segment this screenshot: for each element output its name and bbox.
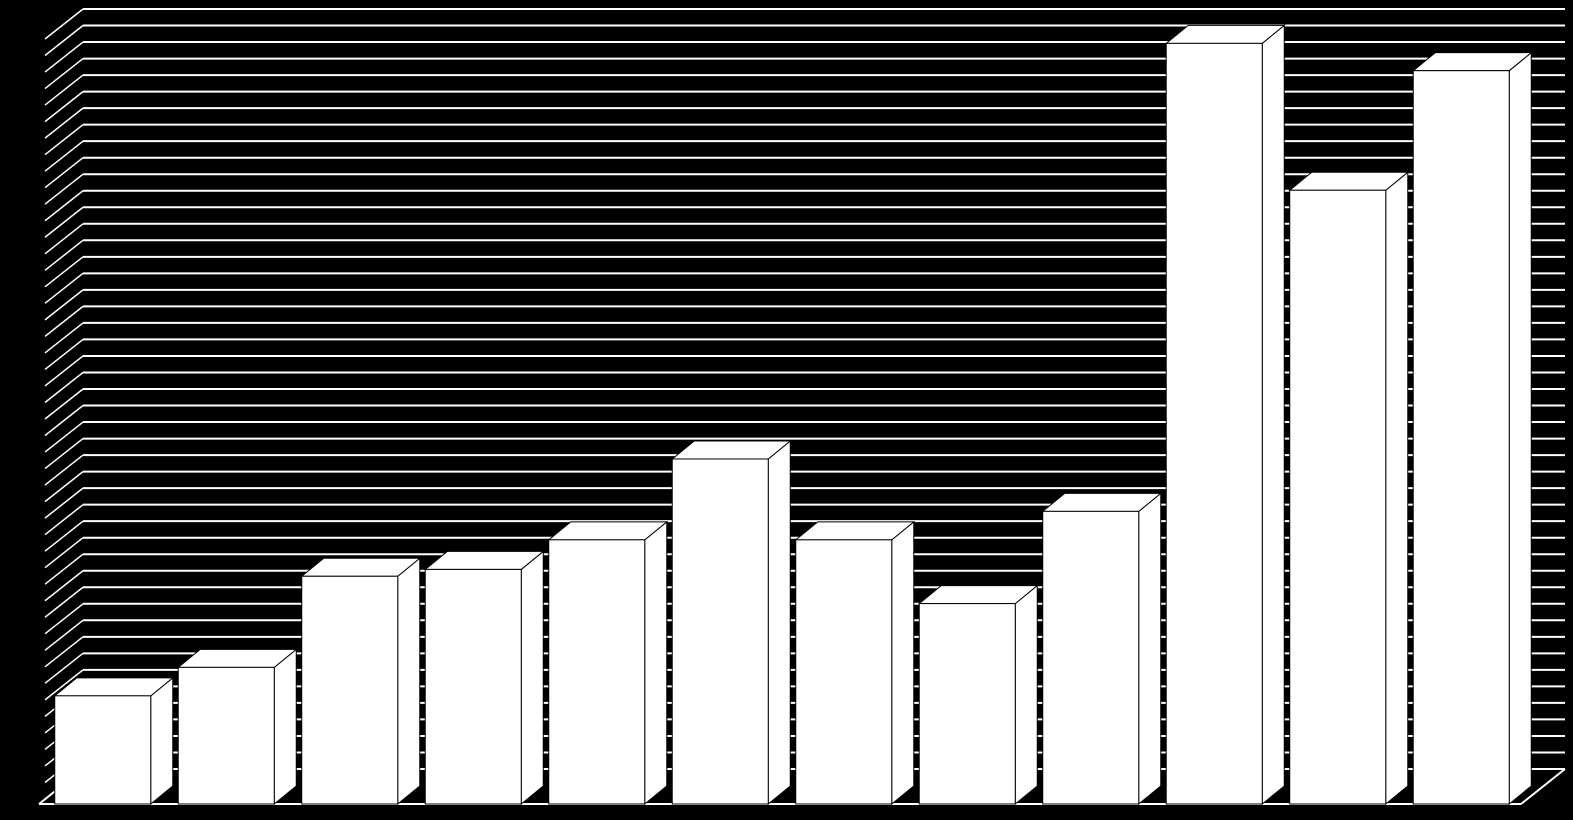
bar-side xyxy=(645,522,667,804)
side-gridline xyxy=(45,339,83,369)
side-gridline xyxy=(45,472,83,502)
side-gridline xyxy=(45,125,83,155)
bar-side xyxy=(398,558,420,804)
side-gridline xyxy=(45,439,83,469)
side-gridline xyxy=(45,620,83,650)
side-gridline xyxy=(45,158,83,188)
side-gridline xyxy=(45,92,83,122)
bar-front xyxy=(549,540,645,804)
side-gridline xyxy=(45,637,83,667)
bar-side xyxy=(1386,172,1408,804)
side-gridline xyxy=(45,75,83,105)
bar-3 xyxy=(302,558,420,804)
side-gridline xyxy=(45,42,83,72)
side-gridline xyxy=(45,422,83,452)
side-gridline xyxy=(45,257,83,287)
bar-front xyxy=(1166,43,1262,804)
bar-4 xyxy=(425,551,543,804)
side-gridline xyxy=(45,538,83,568)
side-gridline xyxy=(45,141,83,171)
side-gridline xyxy=(45,224,83,254)
side-gridline xyxy=(45,356,83,386)
bar-10 xyxy=(1166,25,1284,804)
bar-front xyxy=(1290,190,1386,804)
side-gridline xyxy=(45,207,83,237)
bar-5 xyxy=(549,522,667,804)
side-gridline xyxy=(45,406,83,436)
side-gridline xyxy=(45,455,83,485)
bar-side xyxy=(521,551,543,804)
bar-8 xyxy=(919,586,1037,804)
bar-12 xyxy=(1413,53,1531,804)
side-gridline xyxy=(45,9,83,39)
side-gridline xyxy=(45,290,83,320)
side-gridline xyxy=(45,59,83,89)
bar-side xyxy=(1015,586,1037,804)
side-gridline xyxy=(45,306,83,336)
side-gridline xyxy=(45,108,83,138)
bar-11 xyxy=(1290,172,1408,804)
bar-side xyxy=(768,441,790,804)
side-gridline xyxy=(45,372,83,402)
side-gridline xyxy=(45,571,83,601)
bar-front xyxy=(425,569,521,804)
side-gridline xyxy=(45,488,83,518)
bar-side xyxy=(1262,25,1284,804)
bar-9 xyxy=(1043,493,1161,804)
bar-front xyxy=(1043,511,1139,804)
side-gridline xyxy=(45,587,83,617)
side-gridline xyxy=(45,323,83,353)
side-gridline xyxy=(45,273,83,303)
side-gridline xyxy=(45,191,83,221)
bar-front xyxy=(672,459,768,804)
bar-side xyxy=(1509,53,1531,804)
bar-7 xyxy=(796,522,914,804)
bar-side xyxy=(274,649,296,804)
side-gridline xyxy=(45,26,83,56)
bar-2 xyxy=(178,649,296,804)
bar-front xyxy=(178,667,274,804)
side-gridline xyxy=(45,174,83,204)
bar-side xyxy=(892,522,914,804)
bar-front xyxy=(55,696,151,804)
bar-side xyxy=(1139,493,1161,804)
bar-front xyxy=(302,576,398,804)
bar-6 xyxy=(672,441,790,804)
side-gridline xyxy=(45,505,83,535)
bar-side xyxy=(151,678,173,804)
side-gridline xyxy=(45,389,83,419)
side-gridline xyxy=(45,521,83,551)
bar-1 xyxy=(55,678,173,804)
side-gridline xyxy=(45,554,83,584)
bar-front xyxy=(1413,71,1509,804)
side-gridline xyxy=(45,604,83,634)
bar-front xyxy=(919,604,1015,804)
side-gridline xyxy=(45,240,83,270)
bar-front xyxy=(796,540,892,804)
